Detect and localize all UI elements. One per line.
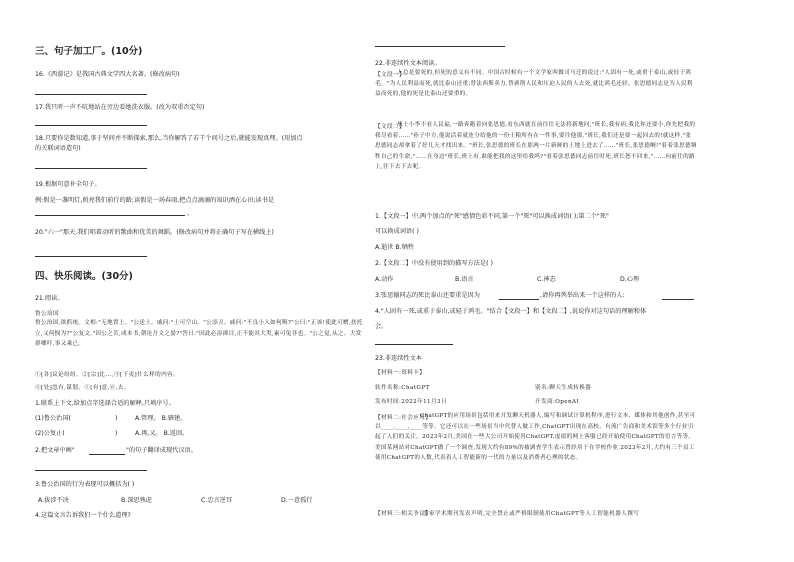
q3-option-b: B.深思熟虑 (121, 497, 152, 504)
question-18: 18.只要你是数知道,事于坚问并不断探索,那么,当你解答了若干个问号之后,就能发现真理。(用加点 (35, 135, 303, 142)
material1-developer: 开发商:OpenAI (535, 399, 579, 405)
q1-part2: (2)公复止( (35, 430, 65, 437)
note-1: ①[各]议论纷纷。②[宗]比...,③[下夷]什么样的内容。 (35, 372, 180, 378)
q3-stem: 3.鲁公治国的行为表现可以概括为( ) (35, 481, 135, 488)
material1-date: 发布时间:2022年11月3日 (375, 399, 447, 405)
rq1-stem-cont: 可以换成词语( ) (375, 228, 419, 235)
rq2-option-b: B.语言 (455, 276, 474, 283)
question-18-cont: 的关联词语造句) (35, 145, 81, 152)
question-23: 23.非连续性文本 (375, 355, 422, 362)
answer-line (35, 125, 147, 126)
answer-line (375, 46, 505, 47)
answer-line (35, 94, 147, 95)
classical-passage: 鲁公治国,欲抓统。文相:"无地置土。"公送土。戚问:"土可空山。"公添丑。戚问:"不良小人如何晦?"公曰:"正该!使此可赠,扶托立,又何悯为?"公复文,"因公之苦,成本书,朝论吾文之晏?"答曰:"因此必添抑目,正不能其大类,素可兔非也。"公之觉,从之。大赏群卿吓,事又乘已。 (35, 320, 363, 347)
q1-part1-close: ) (115, 415, 118, 422)
section1-label: 【文段一】 (375, 72, 405, 78)
rq4-stem: 4."人固有一死,或重于泰山,或轻于鸿毛。"结合【文段一】和【文段二】,说说你对这句话的理解和体 (375, 308, 647, 315)
section2-label: 【文段二】 (375, 124, 405, 130)
answer-line (35, 256, 147, 257)
text-title: 鲁公治国 (35, 311, 59, 317)
rq4-stem-cont: 会。 (375, 323, 388, 330)
question-20: 20."六一"那天,我们唱着动听的歌曲和优美的舞蹈。(修改病句并将正确句子写在横线上) (35, 229, 274, 236)
underline-mark (89, 454, 125, 455)
material1-name: 软件名称:ChatGPT (375, 385, 430, 391)
question-19: 19.根据句意补全句子。 (35, 181, 101, 188)
question-21: 21.阅读。 (35, 295, 64, 302)
rq2-stem: 2.【文段二】中没有使用到的描写方法是( ) (375, 260, 493, 267)
rq3-stem: 3.张思德同志的死比泰山还要重是因为 (375, 292, 480, 299)
question-16: 16.《西游记》是我国古典文学四大名著。(修改病句) (35, 71, 180, 78)
material2-label: 【材料二:社会应用】 (375, 415, 432, 421)
q3-option-a: A.拔涉不决 (38, 497, 69, 504)
rq1-options: A.逝世 B.牺牲 (375, 244, 415, 251)
answer-line (375, 344, 453, 345)
q2-stem: 2.把文章中画" (35, 447, 75, 454)
question-22: 22.非连续性文本阅读。 (375, 60, 441, 67)
rq2-option-c: C.神态 (537, 276, 556, 283)
note-2: ④[处]忽有,谋划。⑤[有]意,⑥,去。 (35, 385, 130, 391)
q4-stem: 4.这篇文言告诉我们一个什么道理? (35, 512, 131, 519)
fill-blank[interactable] (35, 215, 185, 216)
q3-option-c: C.忠言逆耳 (201, 497, 233, 504)
question-19-end: 。 (187, 210, 194, 217)
rq3-stem-cont: ,请你再列举出来一个这样的人: (540, 292, 625, 299)
answer-line (35, 470, 147, 471)
material3-text: 多家学术期刊发表声明,完全禁止或严格限制使用ChatGPT等人工智能机器人撰写 (423, 511, 640, 517)
fill-blank[interactable] (662, 299, 694, 300)
material1-alias: 别名:聊天生成转换器 (535, 385, 592, 391)
q3-option-d: D.一意孤行 (281, 497, 313, 504)
q1-part2-options: A.再,又。 B.返回。 (135, 430, 189, 437)
question-17: 17.我只听一声不吭地站在旁边看她洗衣服。(改为双重否定句) (35, 104, 205, 111)
q1-part1: (1)鲁公治国( (35, 415, 71, 422)
rq2-option-a: A.动作 (375, 276, 394, 283)
answer-line (35, 168, 147, 169)
material1-label: 【材料一:资料卡】 (375, 370, 426, 376)
section2-text: 战士小李不看人民福,一路奔跑着向张思德,看东西就在前往往无法将新地问,"班长,我有病,我比你还要小,你先把我的我尽看着……"孙子中方,他说活着就连分给他的一份土粮所有在一件事,要往他那,"班长,我们还是要一起回去的!就这样,"张思德同志却拿着了好几天才找出来。"班长,张思德的班长在那两一片新鲜的土地上进去了……"班长,张思德啊!"着着张思德牺牲自己的生命,"……在身边"班长,班上有,谁能把我的这里给我吗?"看着张思德同志前往时死,班长恕不回来,"……向前往的路上,往下去下去呢。 (375, 122, 697, 170)
rq2-option-d: D.心理 (620, 276, 640, 283)
q1-stem: 1.联系上下文,给加点字选择合适的解释,只填序号。 (35, 400, 175, 407)
material3-label: 【材料三:相关争议】 (375, 511, 432, 517)
rq1-stem: 1.【文段一】中,两个加点的"死"感情色彩不同,第一个"死"可以换成词语( );第二个"死" (375, 213, 609, 220)
fill-blank[interactable] (499, 299, 539, 300)
section1-text: 人总是要死的,但死的意义有不同。中国古时候有一个文学家叫做司马迁的说过:"人固有一死,或重于泰山,或轻于鸿毛。"为人民利益而死,就比泰山还重;替法西斯卖力,替剥削人民和压迫人民的人去死,就比鸿毛还轻。张思德同志是为人民利益而死的,他的死是比泰山还要重的。 (375, 70, 693, 97)
q1-part2-close: ) (115, 430, 118, 437)
q1-part1-options: A.管理。 B.辖建。 (135, 415, 187, 422)
section3-title: 三、句子加工厂。(10分) (35, 46, 143, 57)
section4-title: 四、快乐阅读。(30分) (35, 271, 133, 282)
q2-stem-end: "的句子翻译成现代汉语。 (126, 447, 197, 454)
question-19-example: 例:假是一盏明灯,照亮我们前行的路;读假是一场春雨,把点点滴滴的知识洒在心田;读书是 (35, 197, 275, 204)
material2-text: ChatGPT的应用场景包括用来开发聊天机器人,编写和调试计算机程序,进行文本、媒体和其他创作,甚至可以____,____,____等等。它还可以在一些场景当中代替人做工作,ChatGPT出现在高校、有流广告商和美术馆等多个行业引起了人们的关注。2023年2月,美国在一些大公司开始使用ChatGPT,虚拟的网上客服已经开始使用ChatGPT的语言等等。美国某网站对ChatGPT做了一个调查,发现大约有89%的被调查学生表示曾经用于在学校作业,2023年2月,大约有三个员工使用ChatGPT的人数,代表着人工智能新的一代的力量以及消费者心理的状态。 (375, 413, 696, 461)
